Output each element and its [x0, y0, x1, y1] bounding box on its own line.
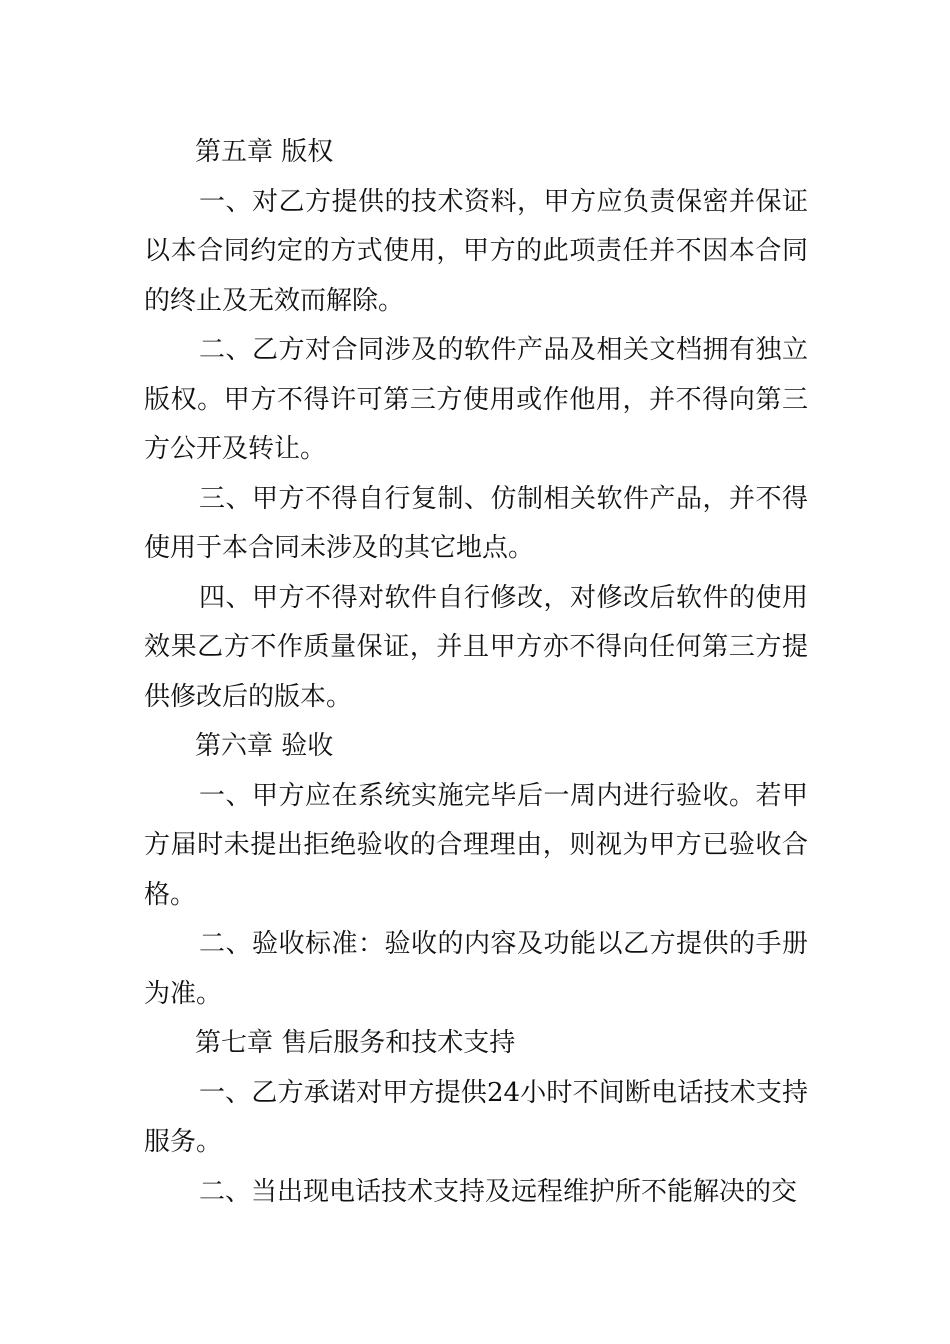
- paragraph: 一、乙方承诺对甲方提供24小时不间断电话技术支持服务。: [144, 1077, 808, 1157]
- paragraph: 二、验收标准：验收的内容及功能以乙方提供的手册为准。: [144, 929, 808, 1009]
- chapter-heading-7: 第七章 售后服务和技术支持: [195, 1028, 516, 1058]
- chapter-heading-6: 第六章 验收: [195, 731, 334, 761]
- paragraph: 三、甲方不得自行复制、仿制相关软件产品，并不得使用于本合同未涉及的其它地点。: [144, 483, 808, 563]
- document-body: [144, 128, 808, 1217]
- paragraph: 二、当出现电话技术支持及远程维护所不能解决的交: [199, 1176, 798, 1207]
- paragraph: 一、甲方应在系统实施完毕后一周内进行验收。若甲方届时未提出拒绝验收的合理理由，则视为甲方已验收合格。: [144, 780, 808, 910]
- chapter-heading-5: 第五章 版权: [195, 137, 334, 167]
- paragraph: 一、对乙方提供的技术资料，甲方应负责保密并保证以本合同约定的方式使用，甲方的此项责任并不因本合同的终止及无效而解除。: [144, 186, 808, 316]
- paragraph: 二、乙方对合同涉及的软件产品及相关文档拥有独立版权。甲方不得许可第三方使用或作他用，并不得向第三方公开及转让。: [144, 335, 808, 464]
- paragraph: 四、甲方不得对软件自行修改，对修改后软件的使用效果乙方不作质量保证，并且甲方亦不得向任何第三方提供修改后的版本。: [144, 582, 808, 712]
